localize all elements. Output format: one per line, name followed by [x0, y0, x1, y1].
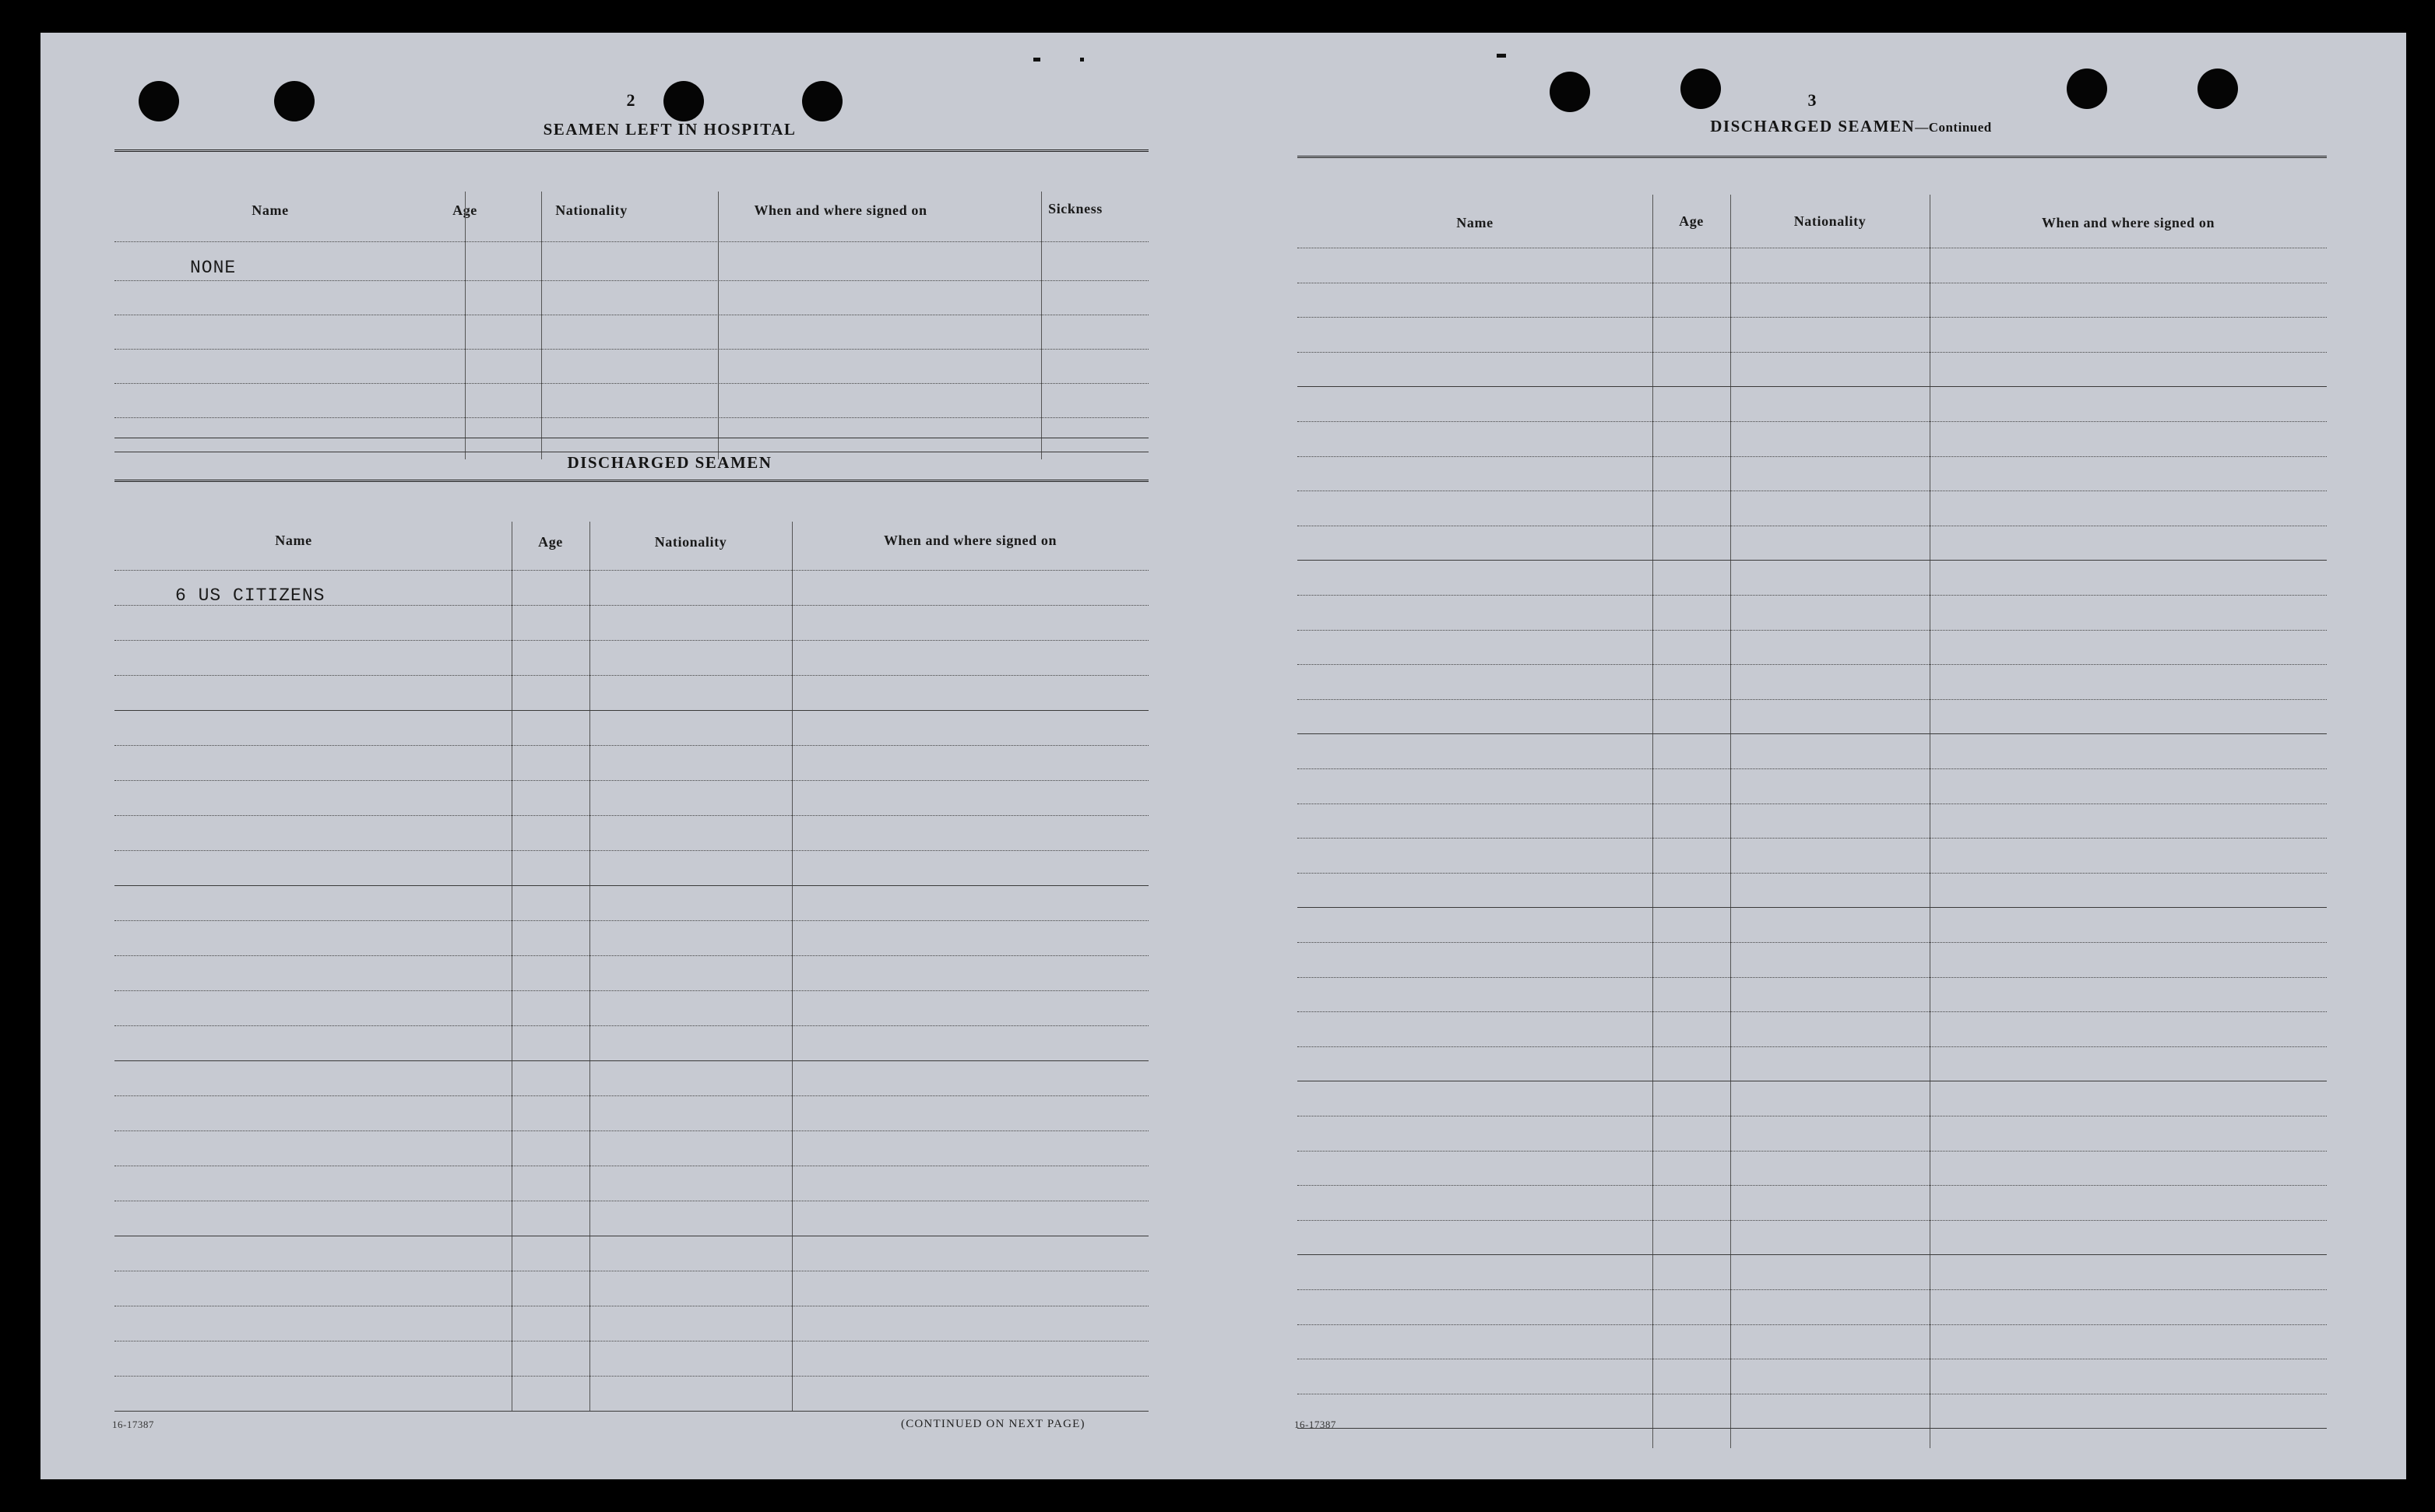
row-line — [1297, 733, 2327, 734]
column-divider — [1041, 192, 1042, 459]
ink-speck — [1497, 54, 1506, 58]
row-line — [114, 710, 1149, 711]
row-line — [1297, 942, 2327, 943]
column-divider — [718, 192, 719, 459]
punch-hole — [2197, 69, 2238, 109]
discharged-entry-name: 6 US CITIZENS — [175, 585, 325, 606]
row-line — [1297, 768, 2327, 769]
row-line — [1297, 1254, 2327, 1255]
row-line — [114, 675, 1149, 676]
punch-hole — [274, 81, 315, 121]
row-line — [114, 1060, 1149, 1061]
punch-hole — [1550, 72, 1590, 112]
column-header-signed-on: When and where signed on — [754, 202, 927, 218]
punch-hole — [663, 81, 704, 121]
row-line — [114, 417, 1149, 418]
punch-hole — [2067, 69, 2107, 109]
row-line — [114, 1411, 1149, 1412]
row-line — [114, 920, 1149, 921]
row-line — [1297, 838, 2327, 839]
row-line — [1297, 1046, 2327, 1047]
column-header-name: Name — [275, 533, 312, 548]
row-line — [1297, 456, 2327, 457]
row-line — [114, 1025, 1149, 1026]
column-divider — [465, 192, 466, 459]
hospital-entry-name: NONE — [190, 258, 237, 278]
row-line — [114, 640, 1149, 641]
row-line — [114, 280, 1149, 281]
punch-hole — [1680, 69, 1721, 109]
column-header-signed-on: When and where signed on — [2041, 215, 2215, 230]
row-line — [1297, 699, 2327, 700]
row-line — [114, 1376, 1149, 1377]
row-line — [1297, 873, 2327, 874]
left-form-number: 16-17387 — [112, 1419, 154, 1430]
hospital-section-title: SEAMEN LEFT IN HOSPITAL — [543, 120, 797, 139]
right-section-title-suffix: —Continued — [1915, 120, 1992, 135]
row-line — [1297, 1220, 2327, 1221]
column-divider — [589, 522, 590, 1411]
column-header-nationality: Nationality — [654, 534, 727, 550]
row-line — [114, 1095, 1149, 1096]
row-line — [114, 990, 1149, 991]
row-line — [1297, 1011, 2327, 1012]
punch-hole — [139, 81, 179, 121]
row-line — [114, 570, 1149, 571]
row-line — [114, 349, 1149, 350]
discharged-table-right — [1297, 160, 2327, 1453]
row-line — [1297, 803, 2327, 804]
row-line — [1297, 595, 2327, 596]
row-line — [1297, 1185, 2327, 1186]
punch-hole — [802, 81, 843, 121]
hospital-table — [114, 154, 1149, 466]
column-divider — [541, 192, 542, 459]
right-form-number: 16-17387 — [1294, 1419, 1336, 1430]
column-header-age: Age — [1679, 213, 1704, 229]
row-line — [114, 885, 1149, 886]
column-header-age: Age — [538, 534, 563, 550]
row-line — [114, 383, 1149, 384]
column-divider — [792, 522, 793, 1411]
right-section-title-main: DISCHARGED SEAMEN — [1710, 117, 1916, 135]
row-line — [114, 955, 1149, 956]
row-line — [114, 1130, 1149, 1131]
row-line — [114, 605, 1149, 606]
column-divider — [1730, 195, 1731, 1448]
row-line — [1297, 317, 2327, 318]
left-page-number: 2 — [626, 90, 635, 110]
discharged-section-title: DISCHARGED SEAMEN — [567, 453, 772, 472]
row-line — [1297, 560, 2327, 561]
row-line — [1297, 1151, 2327, 1152]
ink-speck — [1033, 58, 1040, 62]
discharged-table-left — [114, 484, 1149, 1450]
row-line — [114, 815, 1149, 816]
row-line — [1297, 352, 2327, 353]
column-header-signed-on: When and where signed on — [883, 533, 1057, 548]
row-line — [1297, 421, 2327, 422]
column-header-sickness: Sickness — [1048, 201, 1103, 216]
column-header-age: Age — [452, 202, 477, 218]
column-divider — [1652, 195, 1653, 1448]
row-line — [1297, 664, 2327, 665]
column-header-name: Name — [252, 202, 289, 218]
row-line — [114, 745, 1149, 746]
column-header-name: Name — [1456, 215, 1494, 230]
row-line — [1297, 630, 2327, 631]
row-line — [114, 850, 1149, 851]
continued-note: (CONTINUED ON NEXT PAGE) — [901, 1418, 1086, 1430]
column-header-nationality: Nationality — [555, 202, 628, 218]
right-section-title — [1539, 117, 2162, 136]
row-line — [114, 780, 1149, 781]
row-line — [1297, 386, 2327, 387]
row-line — [1297, 907, 2327, 908]
column-header-nationality: Nationality — [1793, 213, 1867, 229]
row-line — [1297, 1428, 2327, 1429]
row-line — [1297, 1289, 2327, 1290]
row-line — [1297, 1324, 2327, 1325]
row-line — [1297, 977, 2327, 978]
right-page-number: 3 — [1807, 90, 1817, 110]
row-line — [114, 241, 1149, 242]
ink-speck — [1080, 58, 1084, 62]
ledger-sheet — [40, 33, 2406, 1479]
